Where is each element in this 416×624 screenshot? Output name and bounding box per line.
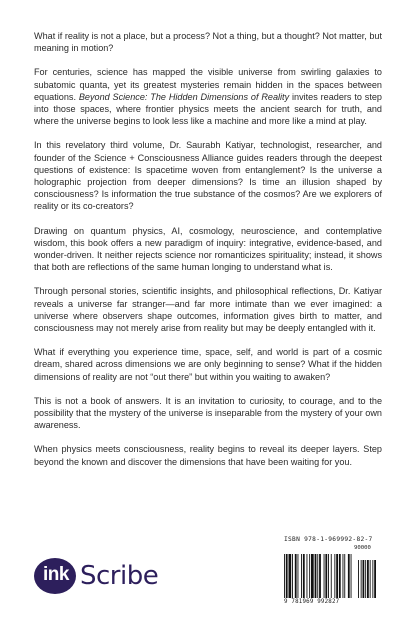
inkscribe-logo: [34, 558, 164, 594]
logo-mark: ink: [43, 564, 69, 585]
paragraph-2-rest: invites readers to step into those spaces, where frontier physics meets the ancient search for truth, and where the universe begins to look less like a machine and more like a mind at play.: [34, 91, 382, 127]
barcode-addon: 90000: [354, 545, 371, 551]
paragraph-6: What if everything you experience time, space, self, and world is part of a cosmic dream, shared across dimensions we are only beginning to sense? What if the hidden dimensions of reality are not “out there” but within you waiting to awaken?: [34, 347, 382, 382]
paragraph-2: [34, 66, 382, 127]
barcode-digits: 9 781969 992827: [284, 599, 340, 605]
paragraph-3: In this revelatory third volume, Dr. Saurabh Katiyar, technologist, researcher, and founder of the Science + Consciousness Alliance guides readers through the deepest questions of existence: Is spacetime woven from entanglement? Is the universe a holographic projection from deeper dimensions? Is time an illusion shaped by consciousness? Is information the true substance of the cosmos? Are we explorers of reality or its co-creators?: [34, 140, 382, 212]
cover-footer: [0, 536, 416, 620]
logo-wordmark: Scribe: [80, 561, 159, 591]
paragraph-2-intro: For centuries, science has mapped the visible universe from swirling galaxies to subatomic quanta, yet its greatest mysteries remain hidden in the spaces between equations.: [34, 67, 382, 102]
paragraph-7: This is not a book of answers. It is an invitation to curiosity, to courage, and to the possibility that the mystery of the universe is inseparable from the mystery of your own awareness.: [34, 395, 382, 431]
paragraph-5: Through personal stories, scientific insights, and philosophical reflections, Dr. Katiyar reveals a universe far stranger—and far more intimate than we ever imagined: a universe where observers shape outcomes, information gives birth to matter, and consciousness may not merely arise from reality but may be deeply entangled with it.: [34, 286, 382, 334]
barcode-bars-icon: [284, 554, 384, 598]
paragraph-1: What if reality is not a place, but a process? Not a thing, but a thought? Not matter, but meaning in motion?: [34, 31, 382, 54]
isbn-barcode: [282, 536, 386, 612]
blurb-text: [34, 30, 382, 480]
isbn-label: ISBN 978-1-969992-82-7: [284, 536, 373, 543]
paragraph-8: When physics meets consciousness, reality begins to reveal its deeper layers. Step beyond the known and discover the dimensions that have been waiting for you.: [34, 444, 382, 467]
paragraph-4: Drawing on quantum physics, AI, cosmology, neuroscience, and contemplative wisdom, this book offers a new paradigm of inquiry: integrative, evidence-based, and wonder-driven. It neither rejects science nor romanticizes spirituality; instead, it shows that both are reflections of the same human longing to understand what is.: [34, 225, 382, 273]
book-title: Beyond Science: The Hidden Dimensions of Reality: [78, 91, 290, 102]
